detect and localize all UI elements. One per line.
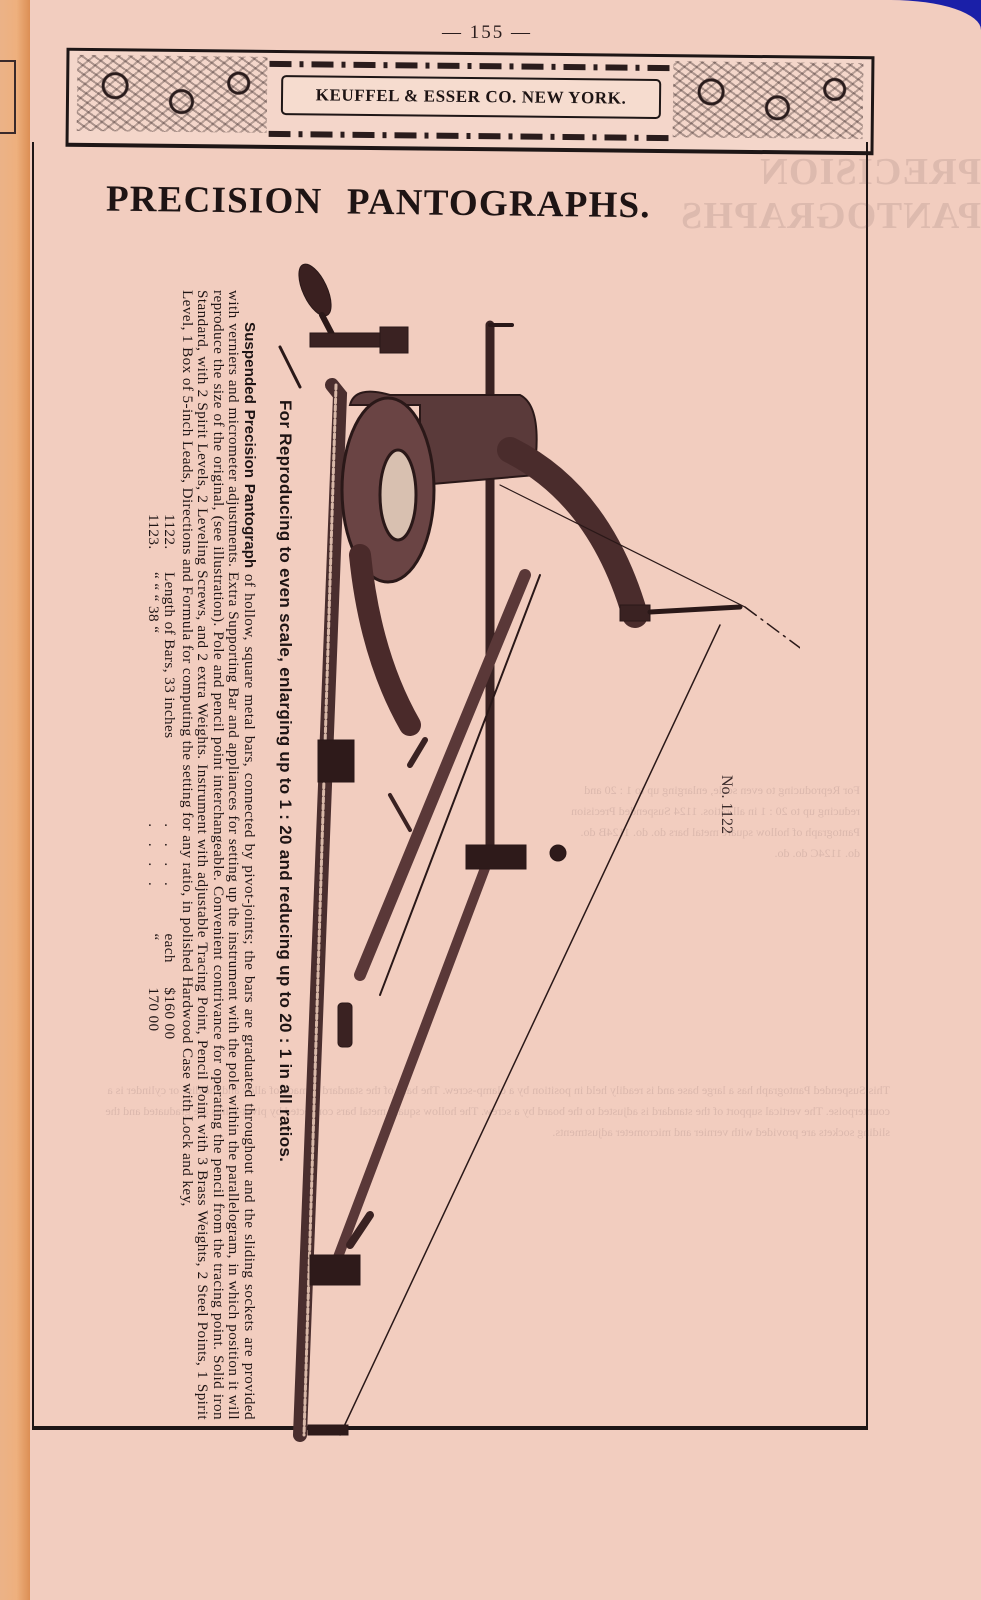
header-banner	[66, 48, 875, 155]
price-amount: $160 00	[161, 987, 179, 1040]
description-body	[146, 290, 257, 1420]
item-description: “ “ “ 38 “	[145, 572, 163, 634]
subtitle-heading: For Reproducing to even scale, enlarging up to 1 : 20 and reducing up to 20 : 1 in all ratios.	[276, 400, 295, 1163]
adjacent-page-edge	[0, 0, 34, 1600]
price-unit: each	[161, 933, 179, 963]
ghost-title: PRECISION PANTOGRAPHS	[679, 151, 981, 237]
page-title: PRECISION PANTOGRAPHS.	[105, 178, 652, 227]
catalog-number: 1123.	[145, 514, 163, 550]
item-description: Length of Bars, 33 inches	[161, 572, 179, 739]
ornament-scroll-right-icon	[673, 61, 864, 139]
company-name: KEUFFEL & ESSER CO. NEW YORK.	[315, 85, 627, 108]
pantograph-illustration-icon	[240, 255, 800, 1445]
leader-dots: . . . .	[145, 823, 163, 892]
catalog-number: 1122.	[161, 514, 179, 550]
description-lead: Suspended Precision Pantograph	[241, 322, 258, 569]
ornament-rail-bottom	[269, 131, 671, 141]
figure-label: No. 1122	[718, 775, 735, 834]
banner-label-box	[281, 75, 661, 119]
ornament-rail-top	[269, 61, 671, 71]
page-number: — 155 —	[442, 22, 532, 43]
price-amount: 170 00	[145, 987, 163, 1032]
price-list	[146, 510, 177, 1070]
ghost-text-block: For Reproducing to even scale, enlarging up to 1 : 20 and reducing up to 20 : 1 in all ratios. 1124 Suspended Precision Pantograph of hollow square metal bars do. do. 1124B do. do. 1124C do. do.	[571, 783, 860, 860]
leader-dots: . . . .	[161, 823, 179, 892]
price-row	[161, 510, 177, 1070]
price-unit: “	[145, 933, 163, 941]
description-text: of hollow, square metal bars, connected by pivot-joints; the bars are graduated throughout and the sliding sockets are provided with verniers and micrometer adjustments. Extra Supporting Bar and appliances for setting up the instrument with the pole within the parallelogram, in which position it will reproduce the size of the original, (see illustration). Pole and pencil point interchangeable. Convenient contrivance for operating the pencil from the tracing point. Solid iron Standard, with 2 Spirit Levels, 2 Leveling Screws, and 2 extra Weights. Instrument with adjustable Tracing Point, Pencil Point with 3 Brass Weights, 2 Steel Points, 1 Spirit Level, 1 Box of 5-inch Leads, Directions and Formula for computing the setting for any ratio, in polished Hardwood Case with Lock and key,	[178, 290, 258, 1420]
price-row	[146, 510, 162, 1070]
rotated-description-column	[55, 290, 295, 1420]
ornament-scroll-left-icon	[77, 55, 268, 133]
ghost-paragraph: This Suspended Pantograph has a large base and is readily held in position by a clamp-screw. The base of the standard is made of alloy and the disc or cylinder is a counterpoise. The vertical support of the standard is adjusted to the board by a screw. The hollow square metal bars connected by pivot-joints are graduated and the sliding sockets are provided with vernier and micrometer adjustments.	[105, 1083, 890, 1139]
description-paragraph	[179, 290, 257, 1420]
catalog-page	[30, 0, 981, 1600]
adjacent-page-border	[0, 60, 16, 134]
